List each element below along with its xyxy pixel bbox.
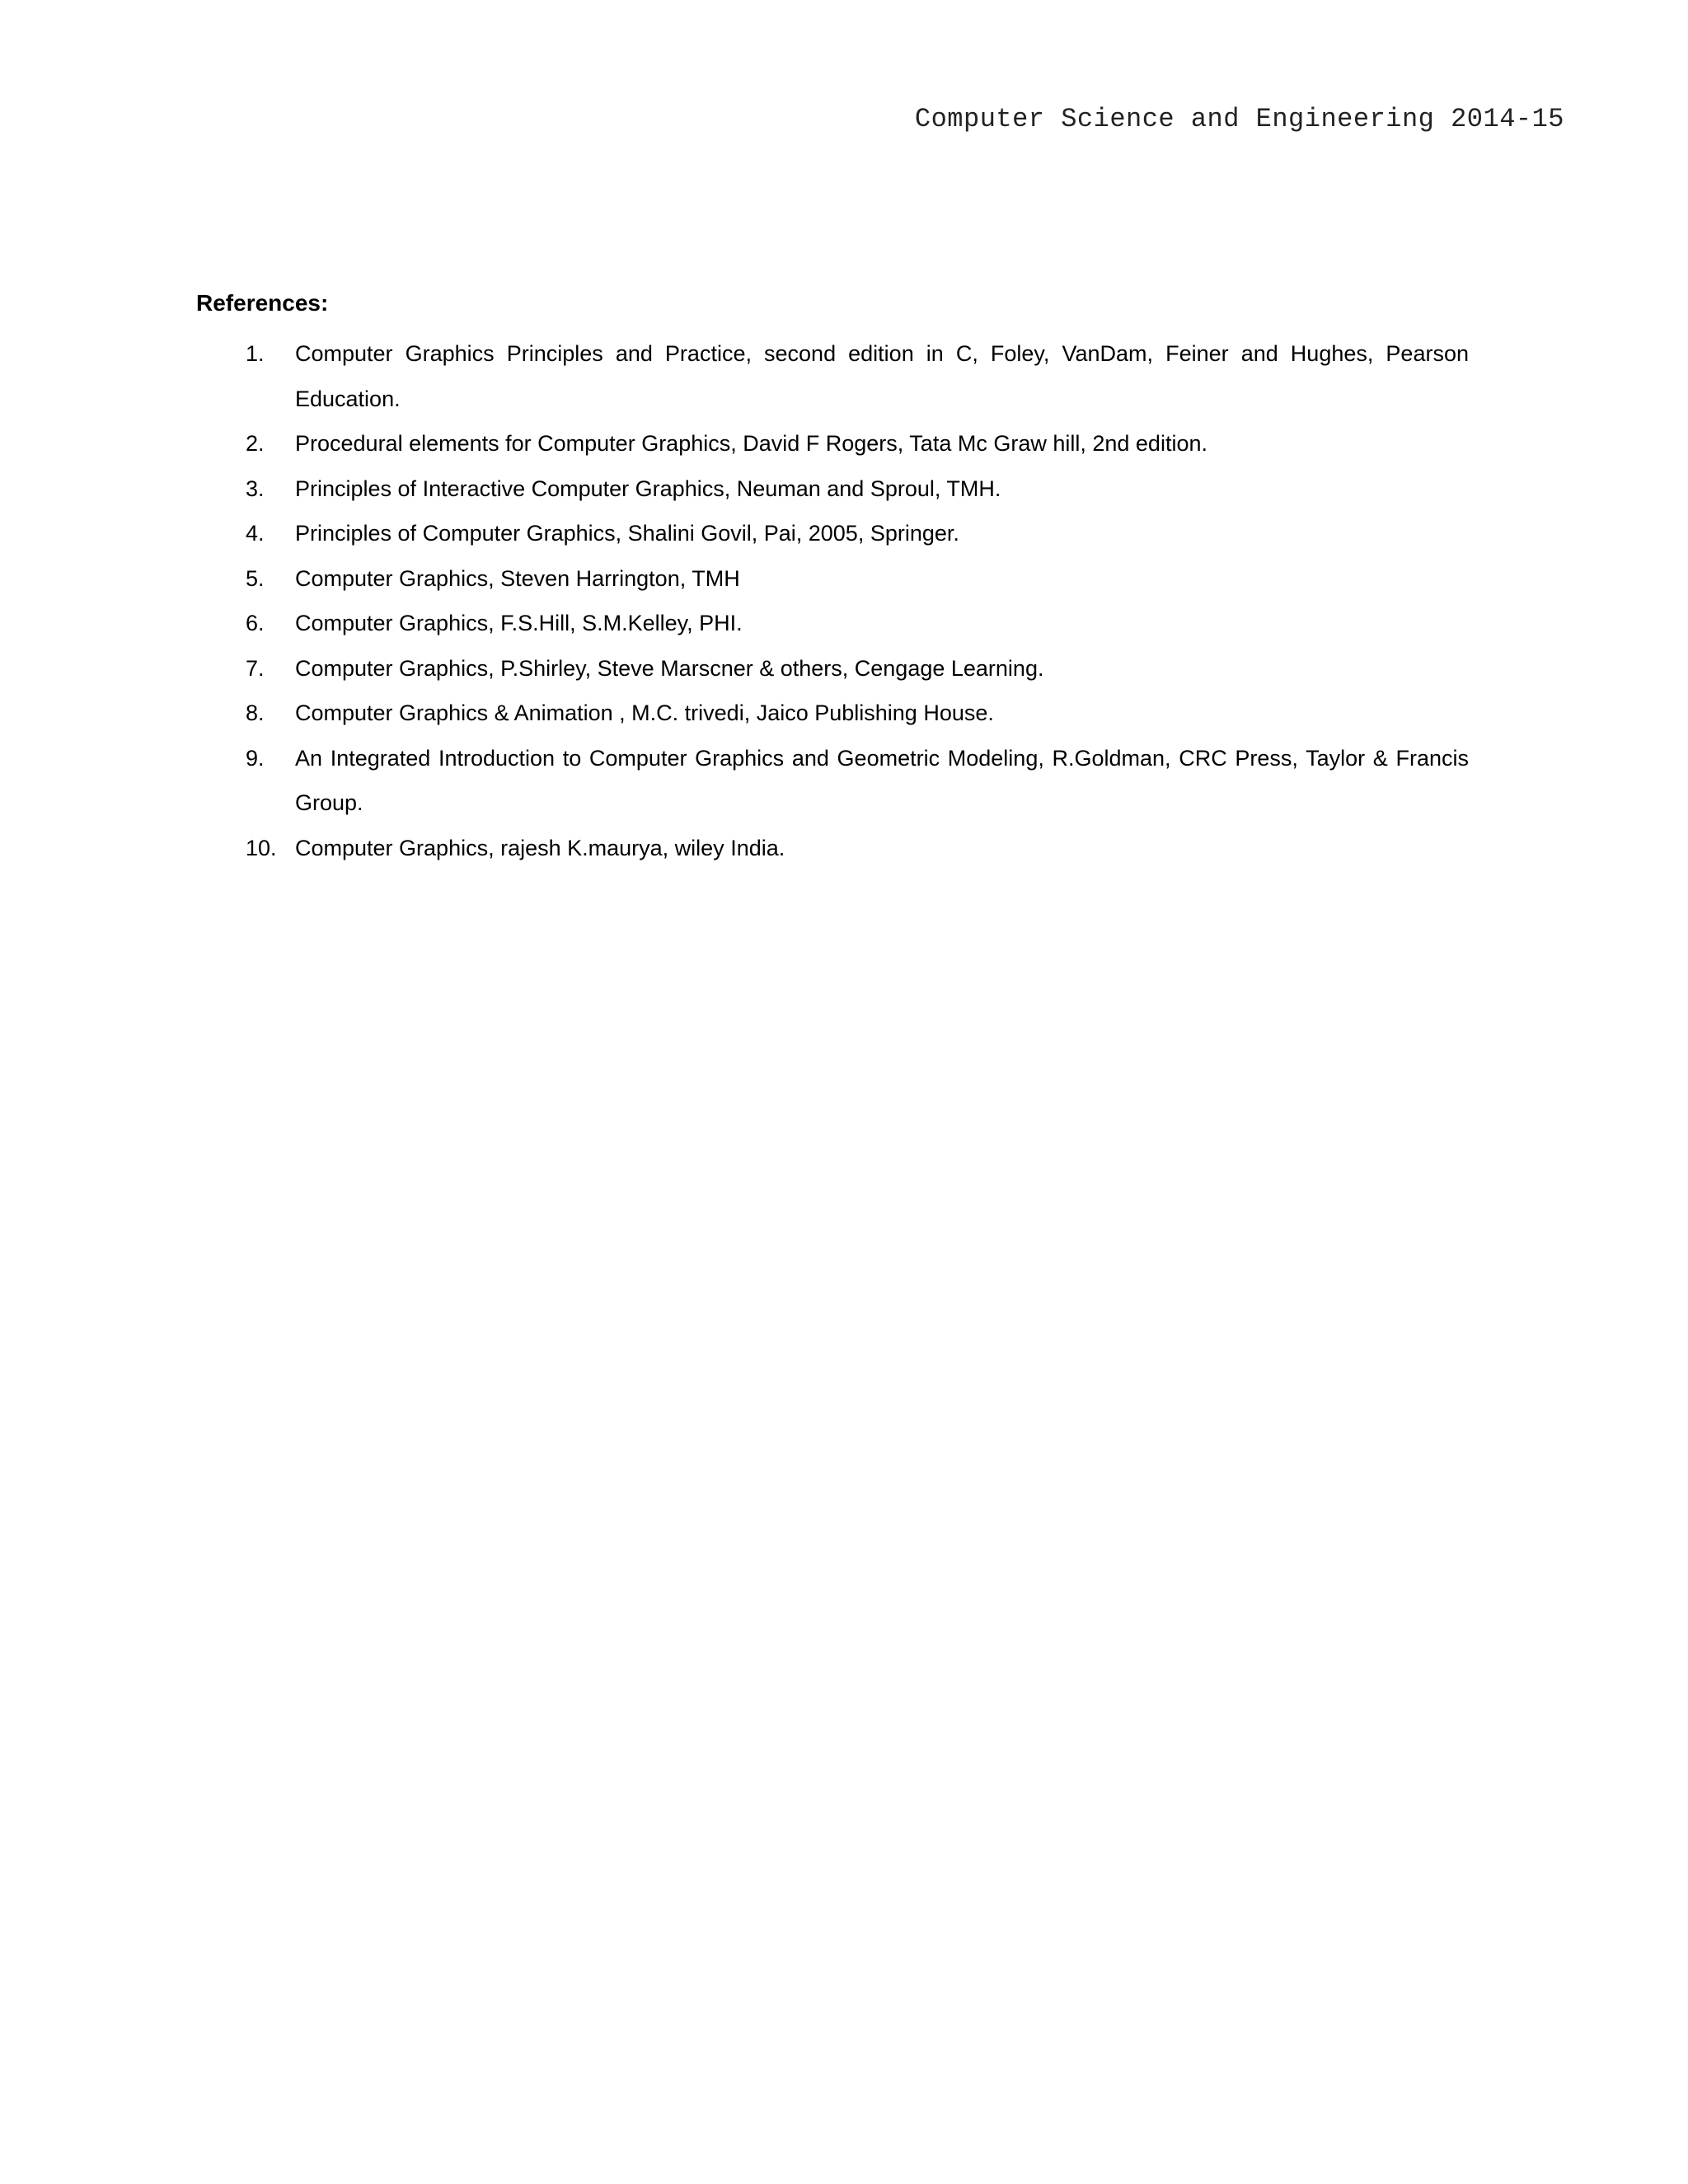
reference-text: Computer Graphics, P.Shirley, Steve Marscner & others, Cengage Learning. [295,655,1044,681]
references-list [196,331,1470,870]
reference-item-6 [196,601,1470,646]
reference-item-7 [196,646,1470,691]
reference-item-10 [196,826,1470,871]
reference-text: Computer Graphics, F.S.Hill, S.M.Kelley, PHI. [295,611,743,635]
reference-item-5 [196,556,1470,602]
page-header: Computer Science and Engineering 2014-15 [914,104,1564,134]
reference-text: Principles of Computer Graphics, Shalini Govil, Pai, 2005, Springer. [295,521,959,546]
reference-item-8 [196,691,1470,736]
reference-item-4 [196,511,1470,556]
references-section [196,287,1470,870]
reference-text: Procedural elements for Computer Graphics, David F Rogers, Tata Mc Graw hill, 2nd edition. [295,431,1207,456]
reference-text: An Integrated Introduction to Computer Graphics and Geometric Modeling, R.Goldman, CRC Press, Taylor & Francis Group. [295,745,1469,815]
reference-item-1 [196,331,1470,421]
reference-number: 1. [246,341,265,366]
reference-number: 8. [246,701,265,725]
reference-text: Computer Graphics Principles and Practice, second edition in C, Foley, VanDam, Feiner and Hughes, Pearson Education. [295,341,1469,411]
reference-item-9 [196,736,1470,826]
references-heading: References: [196,290,329,316]
reference-item-3 [196,466,1470,512]
reference-number: 7. [246,655,265,681]
reference-number: 10. [246,835,277,860]
reference-number: 9. [246,745,265,771]
reference-number: 2. [246,431,265,456]
reference-number: 3. [246,476,265,501]
reference-text: Computer Graphics & Animation , M.C. trivedi, Jaico Publishing House. [295,701,994,725]
reference-text: Computer Graphics, Steven Harrington, TMH [295,565,740,591]
reference-text: Principles of Interactive Computer Graphics, Neuman and Sproul, TMH. [295,476,1001,501]
reference-number: 4. [246,521,265,546]
reference-number: 5. [246,565,265,591]
reference-item-2 [196,421,1470,466]
reference-text: Computer Graphics, rajesh K.maurya, wiley India. [295,835,785,860]
reference-number: 6. [246,611,265,635]
